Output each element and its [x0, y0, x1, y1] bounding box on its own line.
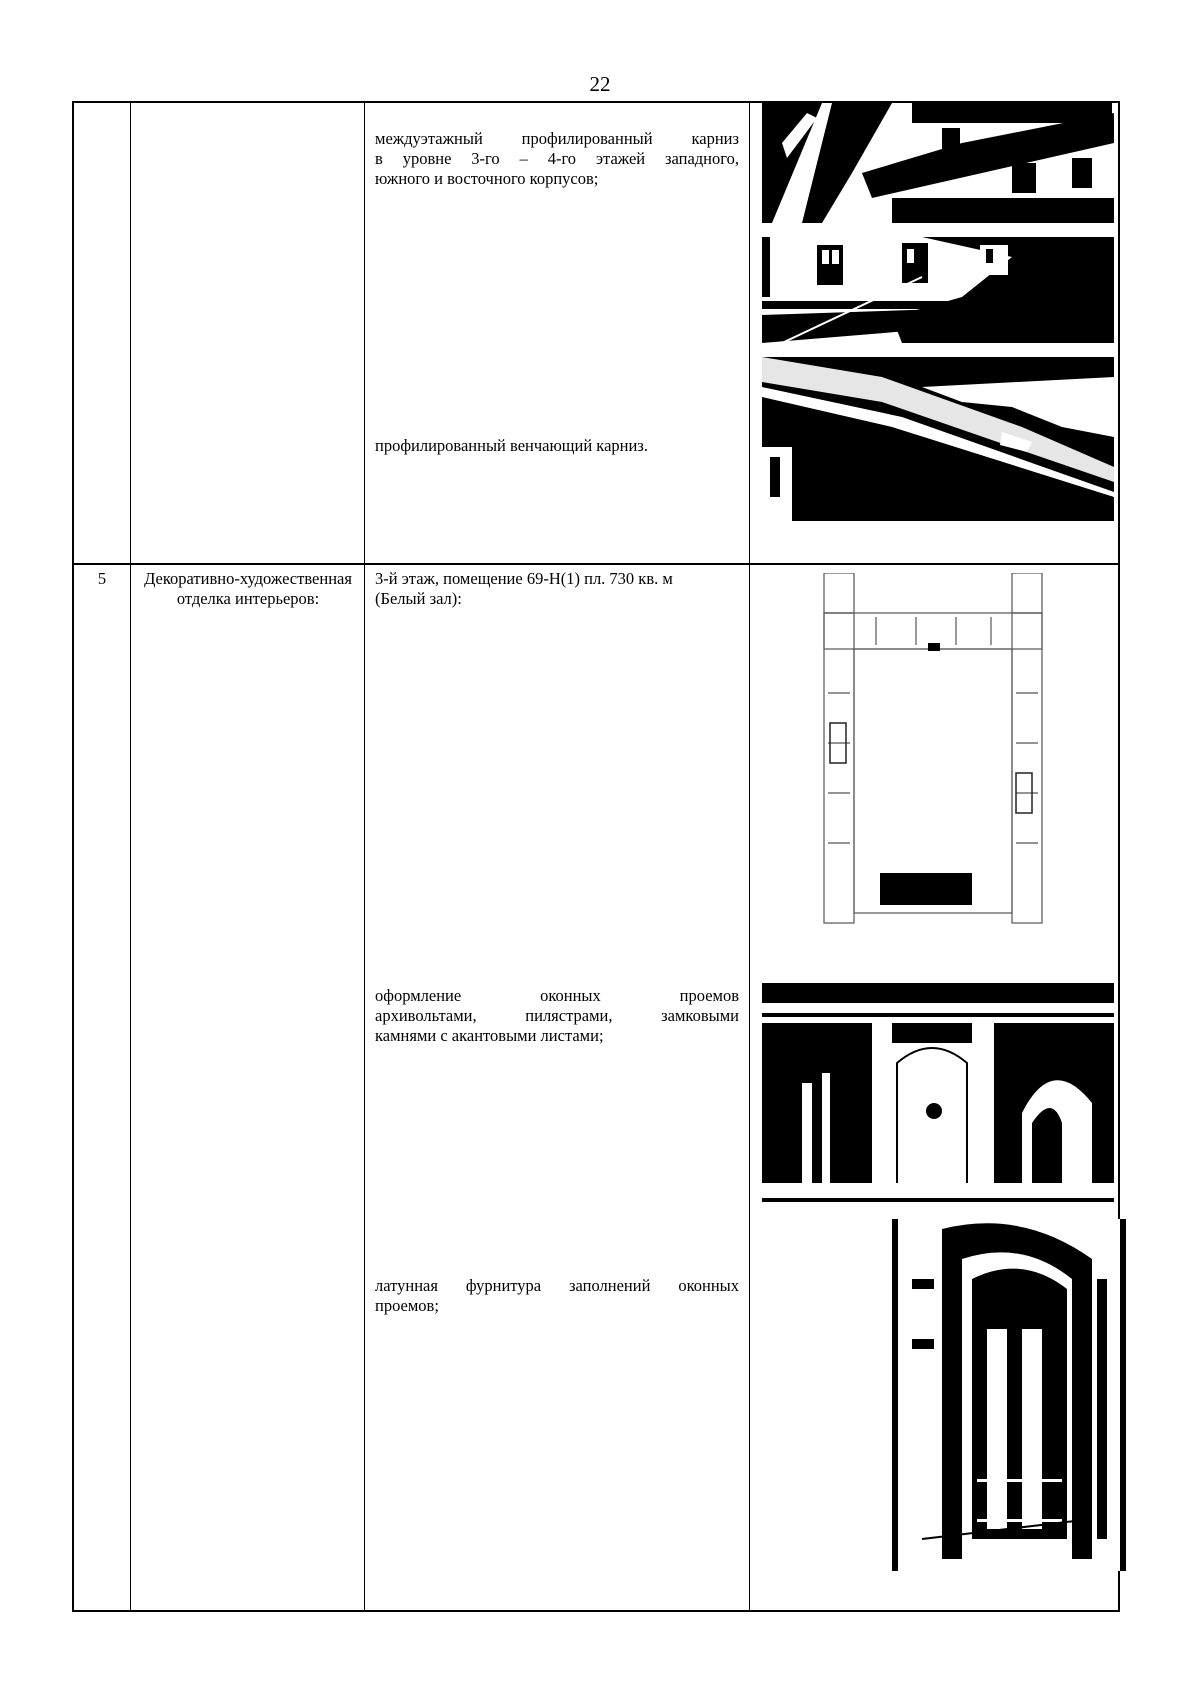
table-row — [74, 103, 1118, 565]
text-line: архивольтами, пилястрами, замковыми — [375, 1006, 739, 1025]
item-description — [375, 569, 739, 609]
text-line: оформление оконных проемов — [375, 986, 739, 1005]
column-divider — [749, 565, 750, 1610]
crowning-cornice-photo — [762, 357, 1114, 521]
text-line: (Белый зал): — [375, 589, 462, 608]
column-divider — [364, 565, 365, 1610]
text-line: в уровне 3-го – 4-го этажей западного, — [375, 149, 739, 168]
floor-plan-drawing — [816, 573, 1050, 933]
text-line: камнями с акантовыми листами; — [375, 1026, 604, 1045]
item-description — [375, 129, 739, 189]
row-number: 5 — [97, 569, 107, 588]
facade-corner-photo — [762, 103, 1114, 223]
column-divider — [130, 565, 131, 1610]
window-cornice-photo — [762, 237, 1114, 343]
column-divider — [130, 103, 131, 563]
text-line: проемов; — [375, 1296, 439, 1315]
text-line: междуэтажный профилированный карниз — [375, 129, 739, 148]
item-description — [375, 436, 739, 456]
text-line: профилированный венчающий карниз. — [375, 436, 648, 455]
heritage-table — [72, 101, 1120, 1612]
window-fittings-photo — [892, 1219, 1126, 1571]
text-line: латунная фурнитура заполнений оконных — [375, 1276, 739, 1295]
table-row — [74, 565, 1118, 1610]
column-divider — [749, 103, 750, 563]
column-divider — [364, 103, 365, 563]
text-line: южного и восточного корпусов; — [375, 169, 599, 188]
text-line: 3-й этаж, помещение 69-Н(1) пл. 730 кв. м — [375, 569, 673, 588]
item-description — [375, 986, 739, 1046]
item-description — [375, 1276, 739, 1316]
window-archivolt-photo — [762, 983, 1114, 1217]
page-number: 22 — [589, 72, 611, 96]
row-category: Декоративно-художественная отделка интерьеров: — [144, 569, 352, 608]
